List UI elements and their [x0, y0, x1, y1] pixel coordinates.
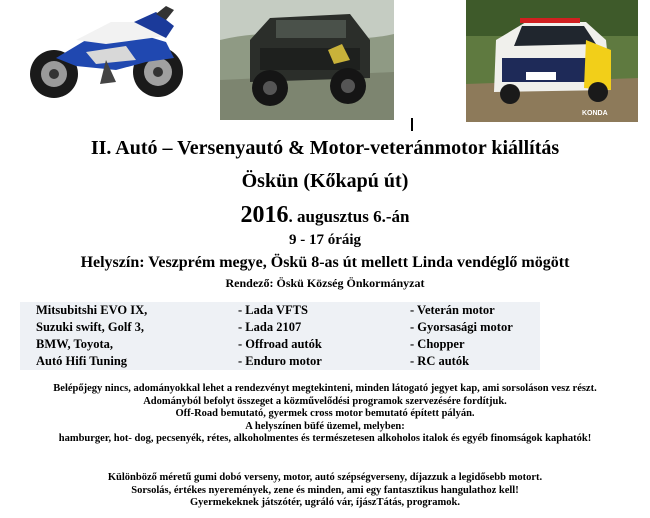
exhibit-item: BMW, Toyota, — [36, 337, 113, 351]
motorcycle-photo — [16, 0, 190, 102]
info-paragraph — [0, 383, 650, 446]
exhibit-item: - Lada VFTS — [238, 303, 308, 317]
organizer-line: Rendező: Öskü Község Önkormányzat — [225, 276, 425, 290]
exhibit-column-cars — [36, 302, 147, 370]
exhibit-item: Mitsubitshi EVO IX, — [36, 303, 148, 317]
photo-caption: KONDA — [582, 110, 608, 117]
info-line: hamburger, hot- dog, pecsenyék, rétes, alkoholmentes és természetesen alkoholos italok és egyéb finomságok kaphatók! — [58, 433, 592, 444]
info-line: Off-Road bemutató, gyermek cross motor bemutató épített pályán. — [175, 408, 475, 419]
event-date-rest: . augusztus 6.-án — [288, 207, 410, 226]
closing-line: Sorsolás, értékes nyeremények, zene és minden, ami egy fantasztikus hangulathoz kell! — [131, 484, 519, 496]
closing-paragraph — [0, 472, 650, 510]
location-line: Helyszín: Veszprém megye, Öskü 8-as út mellett Linda vendéglő mögött — [80, 254, 570, 271]
venue-title-text: Öskün (Kőkapú út) — [241, 170, 409, 192]
info-line: Belépőjegy nincs, adományokkal lehet a rendezvényt megtekinteni, minden látogató jegyet kap, ami sorsoláson vesz részt. — [53, 383, 597, 394]
exhibit-column-motors — [410, 302, 513, 370]
exhibit-item: - RC autók — [410, 354, 470, 368]
closing-line: Gyermekeknek játszótér, ugráló vár, íjászTátás, programok. — [190, 497, 460, 508]
offroad-jeep-photo — [220, 0, 394, 120]
exhibit-item: - Gyorsasági motor — [410, 320, 513, 334]
info-line: Adományból befolyt összeget a közművelődési programok szervezésére fordítjuk. — [143, 395, 507, 407]
opening-hours: 9 - 17 óráig — [288, 232, 362, 248]
exhibit-item: Suzuki swift, Golf 3, — [36, 320, 145, 334]
exhibit-item: - Offroad autók — [238, 337, 322, 351]
exhibit-item: - Lada 2107 — [238, 320, 302, 334]
closing-line: Különböző méretű gumi dobó verseny, motor, autó szépségverseny, díjazzuk a legidősebb motort. — [107, 472, 543, 483]
rally-car-photo — [466, 0, 638, 122]
text-cursor — [411, 118, 413, 131]
exhibit-item: Autó Hifi Tuning — [36, 354, 128, 368]
exhibit-item: - Veterán motor — [410, 303, 495, 317]
venue-title — [0, 170, 650, 193]
event-date — [0, 202, 650, 229]
exhibit-column-lada — [238, 302, 322, 370]
info-line: A helyszínen büfé üzemel, melyben: — [245, 420, 405, 432]
exhibit-item: - Enduro motor — [238, 354, 322, 368]
event-year: 2016 — [240, 202, 289, 228]
main-title: II. Autó – Versenyautó & Motor-veteránmotor kiállítás — [90, 137, 560, 159]
exhibit-item: - Chopper — [410, 337, 465, 351]
